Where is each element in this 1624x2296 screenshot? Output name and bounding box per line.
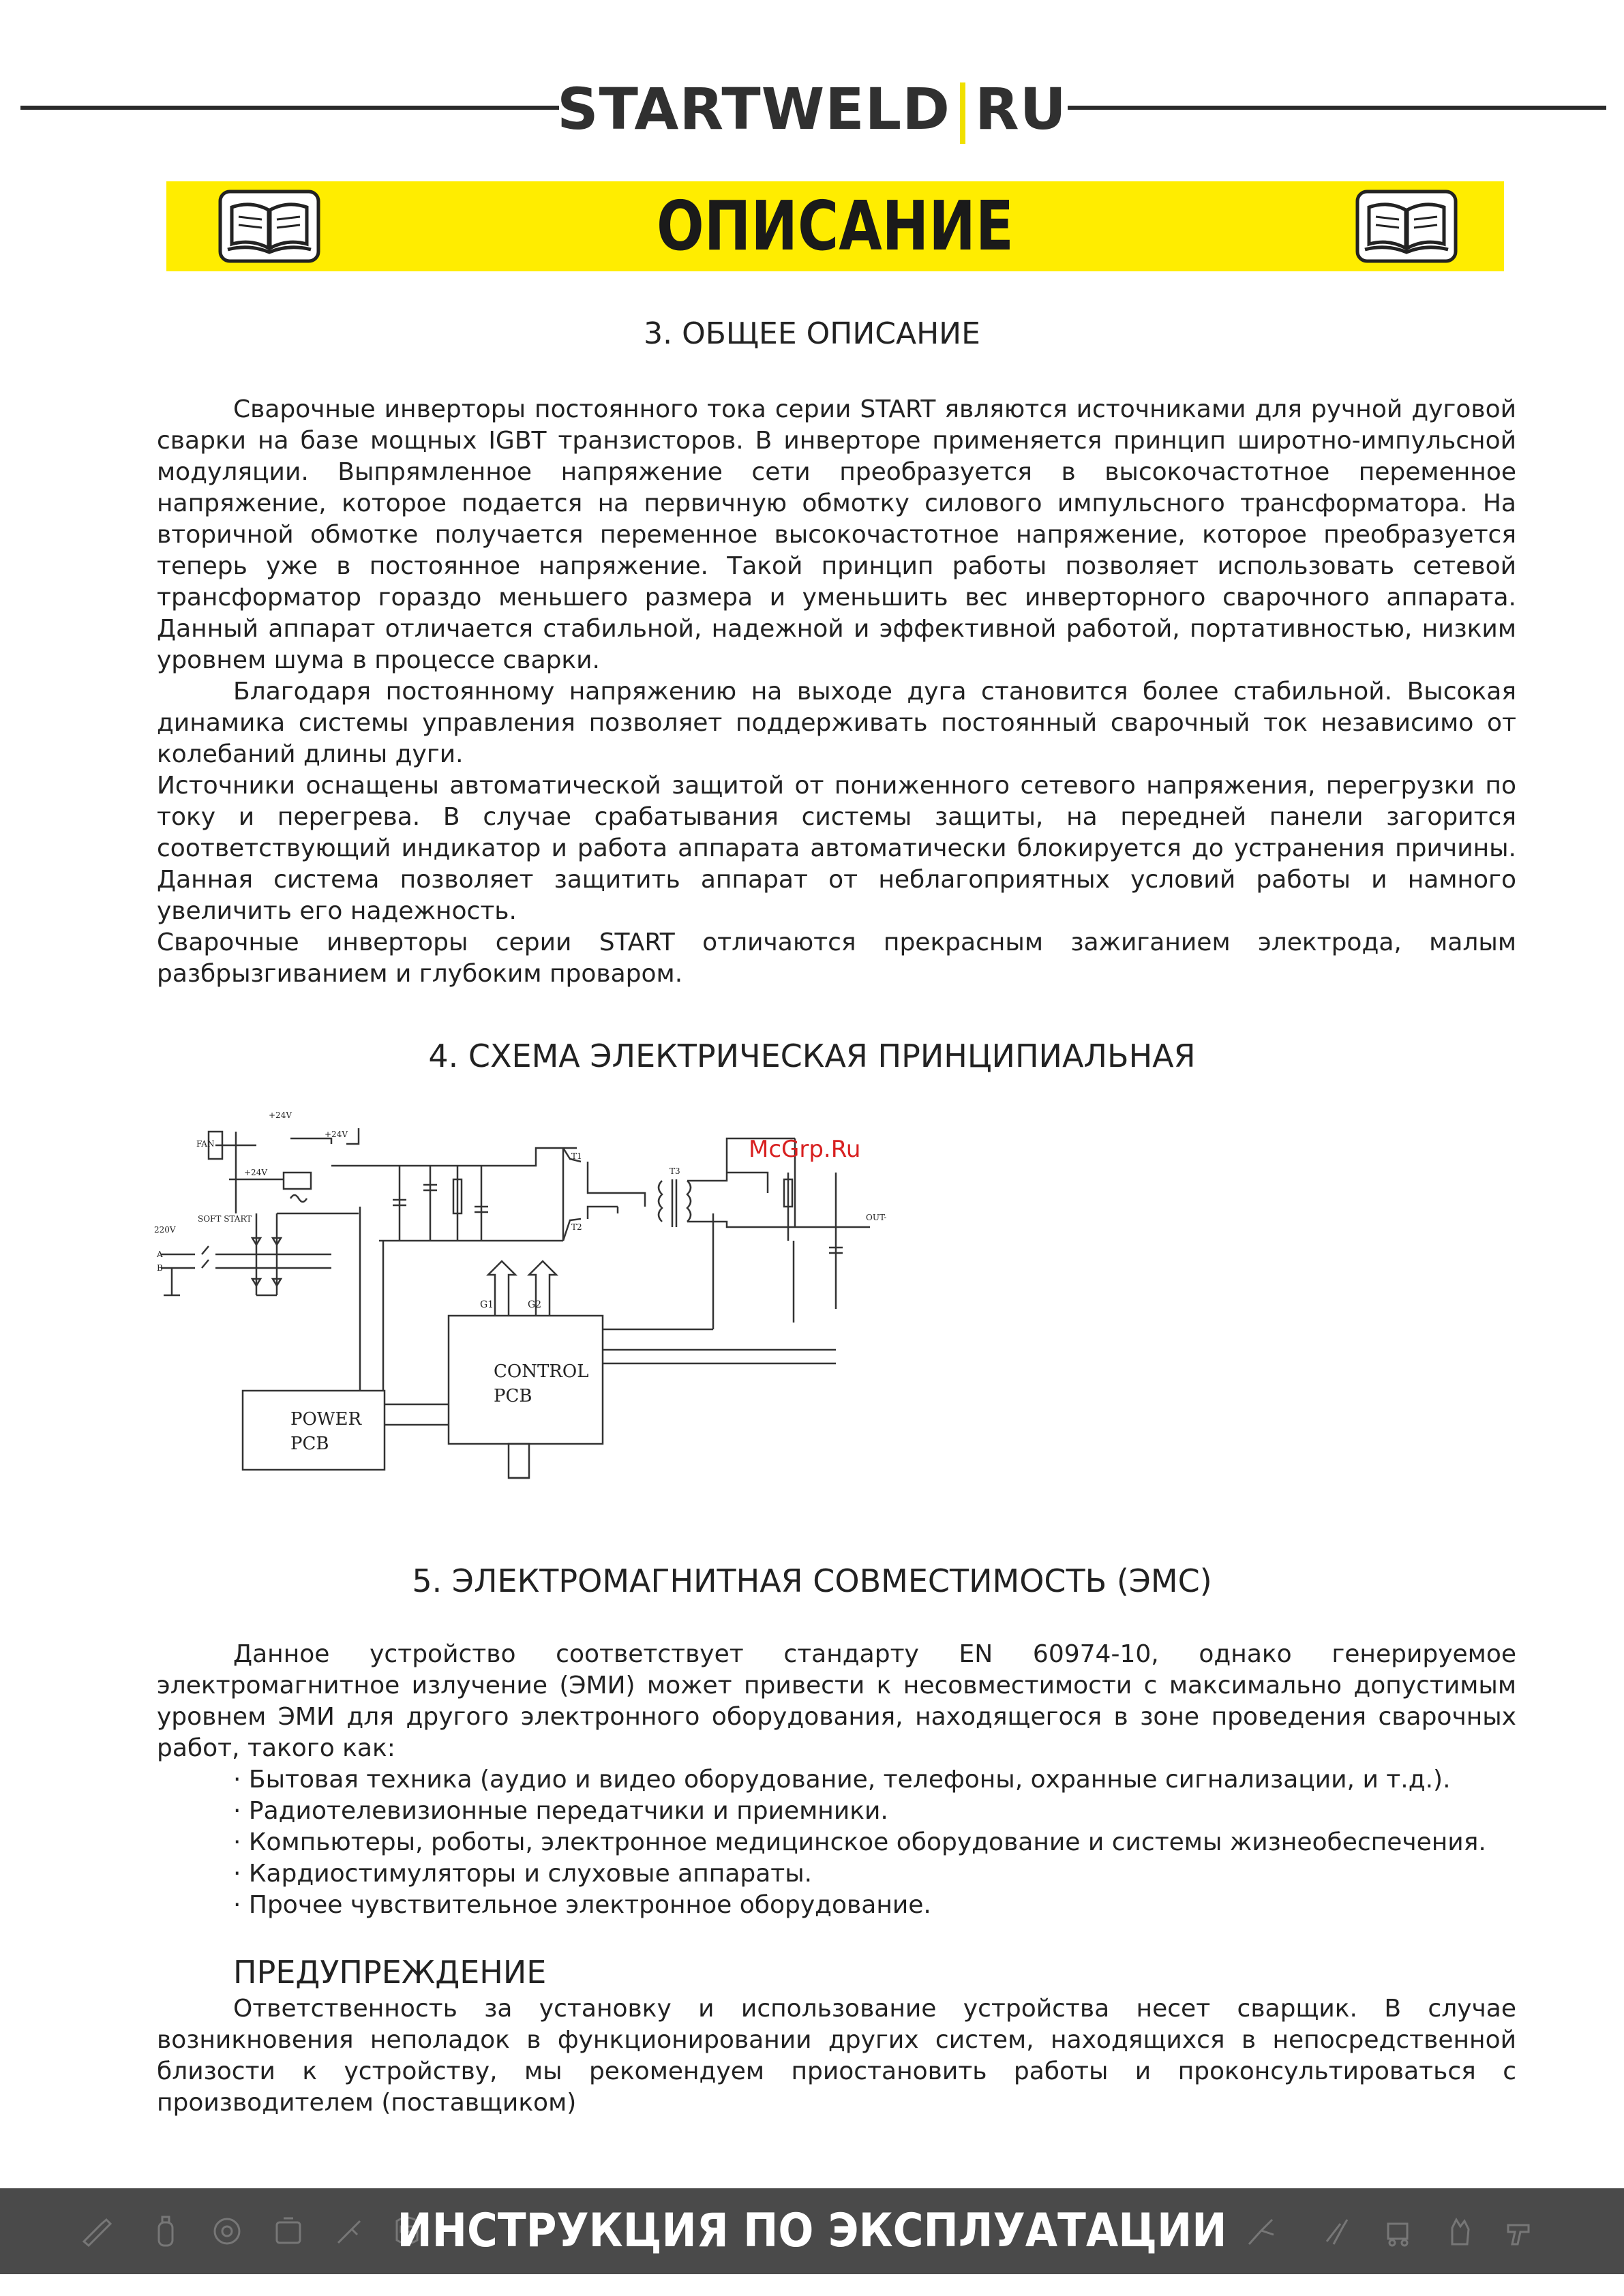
paragraph: Источники оснащены автоматической защитой от пониженного сетевого напряжения, перегрузки по току и перегрева. В случае срабатывания системы защиты, на передней панели загорится соответствующий индикатор и работа аппарата автоматически блокируется до устранения причины. Данная система позволяет защитить аппарат от неблагоприятных условий работы и намного увеличить его надежность. — [157, 772, 1516, 925]
brand-domain: RU — [974, 76, 1067, 142]
paragraph: Благодаря постоянному напряжению на выходе дуга становится более стабильной. Высокая динамика системы управления позволяет поддерживать постоянный сварочный ток независимо от колебаний длины дуги. — [157, 678, 1516, 768]
section-3-body — [157, 394, 1516, 990]
book-icon — [1355, 190, 1458, 263]
paragraph: Ответственность за установку и использование устройства несет сварщик. В случае возникновения неполадок в функционировании других систем, находящихся в непосредственной близости к устройству, мы рекомендуем приостановить работы и проконсультироваться с производителем (поставщиком) — [157, 1995, 1516, 2117]
brand-logo — [0, 75, 1624, 144]
footer-title: ИНСТРУКЦИЯ ПО ЭКСПЛУАТАЦИИ — [397, 2204, 1227, 2258]
cart-icon — [1381, 2214, 1415, 2248]
control-pcb-label-2: PCB — [494, 1386, 532, 1406]
paragraph: Сварочные инверторы серии START отличаются прекрасным зажиганием электрода, малым разбрызгиванием и глубоким проваром. — [157, 928, 1516, 988]
brand-separator — [960, 82, 965, 144]
glove-icon — [1443, 2214, 1477, 2248]
banner-title: ОПИСАНИЕ — [657, 186, 1014, 266]
warning-title: ПРЕДУПРЕЖДЕНИЕ — [233, 1954, 547, 1991]
phase-b-label: B — [157, 1263, 163, 1273]
watermark: McGrp.Ru — [749, 1136, 861, 1163]
section-4-title: 4. СХЕМА ЭЛЕКТРИЧЕСКАЯ ПРИНЦИПИАЛЬНАЯ — [428, 1038, 1196, 1074]
section-3-title: 3. ОБЩЕЕ ОПИСАНИЕ — [644, 316, 980, 351]
g1-label: G1 — [480, 1299, 494, 1310]
section-banner — [166, 181, 1504, 271]
circuit-schematic — [154, 1104, 904, 1500]
brand-name: STARTWELD — [557, 76, 950, 142]
paragraph: Данное устройство соответствует стандарту EN 60974-10, однако генерируемое электромагнитное излучение (ЭМИ) может привести к несовместимости с максимально допустимым уровнем ЭМИ для другого электронного оборудования, находящегося в зоне проведения сварочных работ, такого как: — [157, 1640, 1516, 1762]
ground-clamp-icon — [1245, 2214, 1279, 2248]
bullet-item: · Прочее чувствительное электронное оборудование. — [233, 1891, 931, 1919]
t3-label: T3 — [670, 1166, 680, 1176]
t2-label: T2 — [571, 1222, 582, 1232]
out-minus-label: OUT- — [866, 1213, 887, 1222]
bullet-item: · Бытовая техника (аудио и видео оборудование, телефоны, охранные сигнализации, и т.д.). — [233, 1766, 1451, 1794]
v24-label: +24V — [244, 1168, 267, 1177]
section-5-title: 5. ЭЛЕКТРОМАГНИТНАЯ СОВМЕСТИМОСТЬ (ЭМС) — [412, 1562, 1212, 1599]
phase-a-label: A — [157, 1250, 163, 1259]
section-5-body — [157, 1639, 1516, 1921]
power-pcb-label-2: PCB — [290, 1434, 329, 1454]
paragraph: Сварочные инверторы постоянного тока серии START являются источниками для ручной дуговой сварки на базе мощных IGBT транзисторов. В инверторе применяется принцип широтно-импульсной модуляции. Выпрямленное напряжение сети преобразуется в высокочастотное переменное напряжение, которое подается на первичную обмотку силового импульсного трансформатора. На вторичной обмотке получается переменное высокочастотное напряжение, которое преобразуется теперь уже в постоянное напряжение. Такой принцип работы позволяет использовать сетевой трансформатор гораздо меньшего размера и уменьшить вес инверторного сварочного аппарата. Данный аппарат отличается стабильной, надежной и эффективной работой, портативностью, низким уровнем шума в процессе сварки. — [157, 395, 1516, 674]
control-pcb-label-1: CONTROL — [494, 1361, 589, 1382]
bullet-item: · Компьютеры, роботы, электронное медицинское оборудование и системы жизнеобеспечения. — [233, 1828, 1486, 1856]
bullet-item: · Радиотелевизионные передатчики и приемники. — [233, 1797, 888, 1825]
warning-body — [157, 1993, 1516, 2119]
g2-label: G2 — [528, 1299, 542, 1310]
v24-label: +24V — [269, 1111, 292, 1120]
fan-label: FAN — [196, 1139, 215, 1149]
footer-bar — [0, 2188, 1624, 2274]
v24-label: +24V — [325, 1130, 348, 1139]
power-pcb-block — [243, 1391, 385, 1470]
soft-start-label: SOFT START — [198, 1214, 252, 1224]
bullet-item: · Кардиостимуляторы и слуховые аппараты. — [233, 1860, 813, 1888]
power-pcb-label-1: POWER — [290, 1409, 362, 1430]
mig-gun-icon — [1504, 2214, 1538, 2248]
t1-label: T1 — [571, 1151, 582, 1161]
v220-label: 220V — [154, 1225, 176, 1235]
pliers-icon — [1320, 2214, 1354, 2248]
